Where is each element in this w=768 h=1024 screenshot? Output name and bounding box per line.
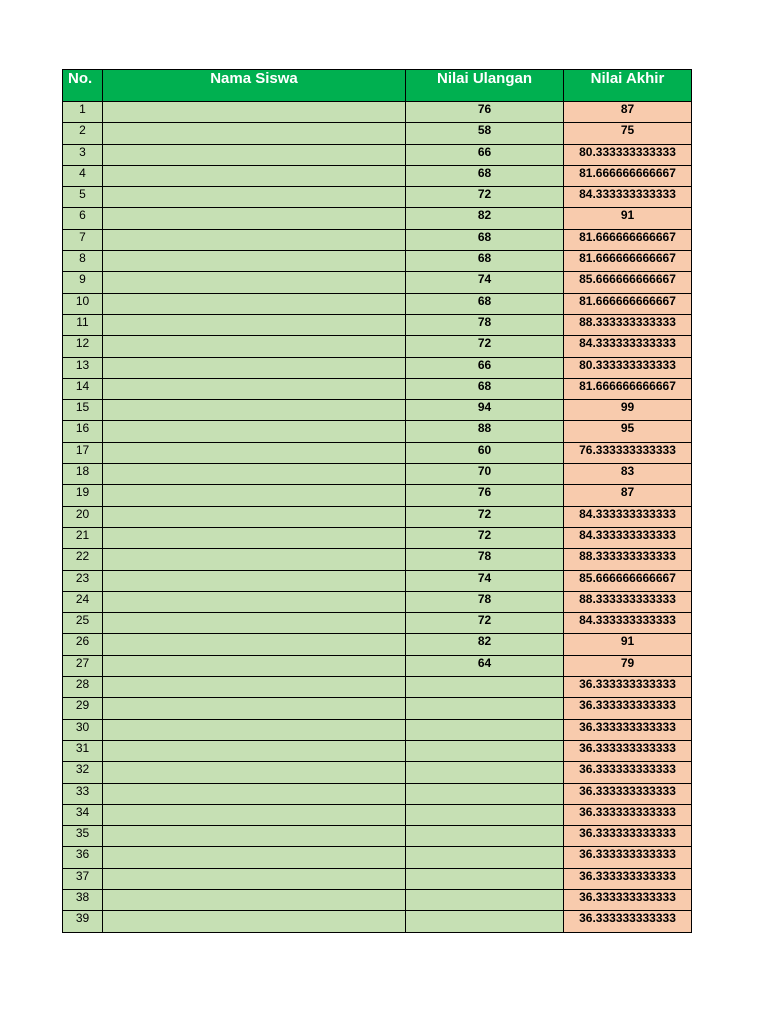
table-row (63, 527, 692, 548)
table-row (63, 847, 692, 868)
table-row (63, 123, 692, 144)
header-nilai-akhir: Nilai Akhir (564, 70, 692, 102)
cell-nama-siswa[interactable] (103, 336, 406, 357)
table-row (63, 613, 692, 634)
cell-no[interactable]: 21 (63, 527, 103, 548)
cell-nama-siswa[interactable] (103, 485, 406, 506)
table-body (63, 102, 692, 933)
cell-nilai-akhir[interactable]: 84.333333333333 (564, 336, 692, 357)
table-row (63, 634, 692, 655)
table-row (63, 911, 692, 932)
cell-nilai-ulangan[interactable]: 76 (406, 102, 564, 123)
cell-no[interactable]: 28 (63, 677, 103, 698)
cell-nilai-ulangan[interactable]: 88 (406, 421, 564, 442)
table-row (63, 378, 692, 399)
cell-nama-siswa[interactable] (103, 314, 406, 335)
table-row (63, 698, 692, 719)
header-nama-siswa: Nama Siswa (103, 70, 406, 102)
table-row (63, 421, 692, 442)
cell-nama-siswa[interactable] (103, 208, 406, 229)
cell-no[interactable]: 29 (63, 698, 103, 719)
cell-nilai-ulangan[interactable]: 72 (406, 527, 564, 548)
table-row (63, 762, 692, 783)
cell-nilai-akhir[interactable]: 36.333333333333 (564, 740, 692, 761)
cell-nilai-ulangan[interactable]: 74 (406, 272, 564, 293)
cell-nilai-ulangan[interactable]: 76 (406, 485, 564, 506)
table-row (63, 144, 692, 165)
cell-nilai-ulangan[interactable]: 68 (406, 251, 564, 272)
cell-nama-siswa[interactable] (103, 165, 406, 186)
table-row (63, 293, 692, 314)
cell-nilai-akhir[interactable]: 84.333333333333 (564, 613, 692, 634)
cell-no[interactable]: 30 (63, 719, 103, 740)
cell-no[interactable]: 38 (63, 889, 103, 910)
cell-nama-siswa[interactable] (103, 272, 406, 293)
cell-nilai-ulangan[interactable] (406, 762, 564, 783)
cell-no[interactable]: 17 (63, 442, 103, 463)
cell-nama-siswa[interactable] (103, 400, 406, 421)
grade-table (62, 69, 692, 933)
cell-nilai-akhir[interactable]: 88.333333333333 (564, 549, 692, 570)
cell-nilai-akhir[interactable]: 85.666666666667 (564, 570, 692, 591)
table-row (63, 783, 692, 804)
table-row (63, 229, 692, 250)
cell-nilai-akhir[interactable]: 36.333333333333 (564, 868, 692, 889)
cell-nilai-akhir[interactable]: 81.666666666667 (564, 251, 692, 272)
cell-nama-siswa[interactable] (103, 804, 406, 825)
table-row (63, 187, 692, 208)
cell-nilai-ulangan[interactable]: 78 (406, 549, 564, 570)
cell-no[interactable]: 25 (63, 613, 103, 634)
cell-nilai-akhir[interactable]: 36.333333333333 (564, 783, 692, 804)
cell-no[interactable]: 10 (63, 293, 103, 314)
table-row (63, 165, 692, 186)
table-row (63, 251, 692, 272)
cell-nama-siswa[interactable] (103, 591, 406, 612)
cell-nilai-akhir[interactable]: 36.333333333333 (564, 847, 692, 868)
cell-nilai-akhir[interactable]: 87 (564, 102, 692, 123)
cell-no[interactable]: 20 (63, 506, 103, 527)
cell-nama-siswa[interactable] (103, 464, 406, 485)
cell-no[interactable]: 11 (63, 314, 103, 335)
table-row (63, 549, 692, 570)
cell-nilai-ulangan[interactable]: 72 (406, 506, 564, 527)
cell-nilai-ulangan[interactable]: 78 (406, 591, 564, 612)
cell-nilai-ulangan[interactable] (406, 889, 564, 910)
cell-nilai-ulangan[interactable] (406, 719, 564, 740)
cell-nilai-akhir[interactable]: 87 (564, 485, 692, 506)
cell-nilai-ulangan[interactable]: 68 (406, 378, 564, 399)
cell-nama-siswa[interactable] (103, 570, 406, 591)
cell-nilai-akhir[interactable]: 36.333333333333 (564, 911, 692, 932)
cell-no[interactable]: 33 (63, 783, 103, 804)
cell-nilai-akhir[interactable]: 83 (564, 464, 692, 485)
cell-nilai-ulangan[interactable]: 66 (406, 144, 564, 165)
table-header (63, 70, 692, 102)
cell-no[interactable]: 9 (63, 272, 103, 293)
table-row (63, 570, 692, 591)
cell-nama-siswa[interactable] (103, 549, 406, 570)
cell-nilai-akhir[interactable]: 80.333333333333 (564, 144, 692, 165)
cell-nilai-ulangan[interactable]: 72 (406, 613, 564, 634)
cell-nilai-akhir[interactable]: 84.333333333333 (564, 527, 692, 548)
cell-nama-siswa[interactable] (103, 442, 406, 463)
cell-no[interactable]: 7 (63, 229, 103, 250)
cell-nama-siswa[interactable] (103, 251, 406, 272)
cell-no[interactable]: 6 (63, 208, 103, 229)
header-row (63, 70, 692, 102)
cell-no[interactable]: 39 (63, 911, 103, 932)
cell-no[interactable]: 5 (63, 187, 103, 208)
cell-nama-siswa[interactable] (103, 783, 406, 804)
cell-nilai-akhir[interactable]: 80.333333333333 (564, 357, 692, 378)
cell-nilai-akhir[interactable]: 36.333333333333 (564, 804, 692, 825)
table-row (63, 400, 692, 421)
cell-nama-siswa[interactable] (103, 187, 406, 208)
cell-nilai-akhir[interactable]: 81.666666666667 (564, 293, 692, 314)
cell-no[interactable]: 32 (63, 762, 103, 783)
cell-nilai-ulangan[interactable]: 58 (406, 123, 564, 144)
cell-nilai-ulangan[interactable]: 68 (406, 229, 564, 250)
cell-nama-siswa[interactable] (103, 144, 406, 165)
cell-nilai-akhir[interactable]: 84.333333333333 (564, 187, 692, 208)
cell-nilai-akhir[interactable]: 36.333333333333 (564, 826, 692, 847)
cell-no[interactable]: 15 (63, 400, 103, 421)
cell-no[interactable]: 14 (63, 378, 103, 399)
cell-nilai-akhir[interactable]: 91 (564, 634, 692, 655)
cell-nilai-akhir[interactable]: 91 (564, 208, 692, 229)
cell-no[interactable]: 31 (63, 740, 103, 761)
cell-nilai-ulangan[interactable]: 68 (406, 165, 564, 186)
table-row (63, 485, 692, 506)
table-row (63, 208, 692, 229)
table-row (63, 868, 692, 889)
cell-nama-siswa[interactable] (103, 421, 406, 442)
cell-nama-siswa[interactable] (103, 868, 406, 889)
cell-nilai-akhir[interactable]: 75 (564, 123, 692, 144)
cell-nama-siswa[interactable] (103, 719, 406, 740)
table-row (63, 464, 692, 485)
cell-nilai-ulangan[interactable]: 94 (406, 400, 564, 421)
cell-no[interactable]: 1 (63, 102, 103, 123)
cell-nilai-akhir[interactable]: 95 (564, 421, 692, 442)
cell-nilai-ulangan[interactable] (406, 698, 564, 719)
table-row (63, 740, 692, 761)
cell-nilai-ulangan[interactable]: 74 (406, 570, 564, 591)
cell-nama-siswa[interactable] (103, 378, 406, 399)
cell-nilai-ulangan[interactable] (406, 911, 564, 932)
table-row (63, 102, 692, 123)
cell-nama-siswa[interactable] (103, 123, 406, 144)
cell-nilai-ulangan[interactable]: 66 (406, 357, 564, 378)
cell-nilai-akhir[interactable]: 84.333333333333 (564, 506, 692, 527)
cell-nama-siswa[interactable] (103, 293, 406, 314)
cell-nilai-ulangan[interactable] (406, 826, 564, 847)
cell-nilai-akhir[interactable]: 79 (564, 655, 692, 676)
cell-nilai-ulangan[interactable]: 82 (406, 208, 564, 229)
cell-no[interactable]: 27 (63, 655, 103, 676)
cell-no[interactable]: 34 (63, 804, 103, 825)
cell-nilai-ulangan[interactable] (406, 740, 564, 761)
cell-no[interactable]: 12 (63, 336, 103, 357)
table-row (63, 826, 692, 847)
cell-nilai-ulangan[interactable]: 78 (406, 314, 564, 335)
cell-nilai-ulangan[interactable]: 72 (406, 187, 564, 208)
cell-nama-siswa[interactable] (103, 613, 406, 634)
table-row (63, 272, 692, 293)
cell-nilai-akhir[interactable]: 36.333333333333 (564, 889, 692, 910)
cell-nilai-akhir[interactable]: 81.666666666667 (564, 229, 692, 250)
table-row (63, 719, 692, 740)
cell-no[interactable]: 2 (63, 123, 103, 144)
table-row (63, 336, 692, 357)
cell-nama-siswa[interactable] (103, 911, 406, 932)
cell-nilai-akhir[interactable]: 36.333333333333 (564, 677, 692, 698)
cell-no[interactable]: 26 (63, 634, 103, 655)
cell-nilai-ulangan[interactable] (406, 847, 564, 868)
cell-nama-siswa[interactable] (103, 762, 406, 783)
cell-nilai-akhir[interactable]: 36.333333333333 (564, 719, 692, 740)
cell-no[interactable]: 18 (63, 464, 103, 485)
cell-nilai-akhir[interactable]: 85.666666666667 (564, 272, 692, 293)
cell-nilai-ulangan[interactable] (406, 677, 564, 698)
header-no: No. (63, 70, 103, 102)
cell-no[interactable]: 23 (63, 570, 103, 591)
cell-nilai-ulangan[interactable]: 64 (406, 655, 564, 676)
cell-nilai-akhir[interactable]: 88.333333333333 (564, 591, 692, 612)
cell-no[interactable]: 37 (63, 868, 103, 889)
table-row (63, 357, 692, 378)
cell-no[interactable]: 16 (63, 421, 103, 442)
cell-nama-siswa[interactable] (103, 229, 406, 250)
cell-nilai-akhir[interactable]: 36.333333333333 (564, 762, 692, 783)
cell-nilai-ulangan[interactable]: 70 (406, 464, 564, 485)
table-row (63, 591, 692, 612)
cell-nilai-ulangan[interactable]: 60 (406, 442, 564, 463)
cell-no[interactable]: 19 (63, 485, 103, 506)
table-row (63, 889, 692, 910)
cell-nilai-ulangan[interactable]: 82 (406, 634, 564, 655)
cell-nilai-akhir[interactable]: 81.666666666667 (564, 165, 692, 186)
cell-nama-siswa[interactable] (103, 102, 406, 123)
cell-no[interactable]: 24 (63, 591, 103, 612)
cell-no[interactable]: 22 (63, 549, 103, 570)
cell-nama-siswa[interactable] (103, 740, 406, 761)
cell-nama-siswa[interactable] (103, 826, 406, 847)
table-row (63, 655, 692, 676)
cell-nilai-ulangan[interactable]: 68 (406, 293, 564, 314)
table-row (63, 442, 692, 463)
cell-no[interactable]: 4 (63, 165, 103, 186)
cell-nilai-akhir[interactable]: 81.666666666667 (564, 378, 692, 399)
cell-nilai-akhir[interactable]: 88.333333333333 (564, 314, 692, 335)
cell-no[interactable]: 8 (63, 251, 103, 272)
cell-nama-siswa[interactable] (103, 655, 406, 676)
cell-nilai-ulangan[interactable] (406, 783, 564, 804)
table-row (63, 677, 692, 698)
cell-nama-siswa[interactable] (103, 698, 406, 719)
cell-nilai-ulangan[interactable] (406, 804, 564, 825)
cell-no[interactable]: 3 (63, 144, 103, 165)
table-row (63, 314, 692, 335)
cell-nama-siswa[interactable] (103, 889, 406, 910)
cell-nilai-akhir[interactable]: 99 (564, 400, 692, 421)
cell-nama-siswa[interactable] (103, 847, 406, 868)
table-row (63, 804, 692, 825)
cell-nama-siswa[interactable] (103, 506, 406, 527)
cell-nilai-akhir[interactable]: 76.333333333333 (564, 442, 692, 463)
cell-nama-siswa[interactable] (103, 527, 406, 548)
cell-nilai-ulangan[interactable]: 72 (406, 336, 564, 357)
table-row (63, 506, 692, 527)
cell-nilai-ulangan[interactable] (406, 868, 564, 889)
cell-no[interactable]: 13 (63, 357, 103, 378)
cell-nilai-akhir[interactable]: 36.333333333333 (564, 698, 692, 719)
cell-nama-siswa[interactable] (103, 357, 406, 378)
header-nilai-ulangan: Nilai Ulangan (406, 70, 564, 102)
cell-no[interactable]: 35 (63, 826, 103, 847)
cell-nama-siswa[interactable] (103, 677, 406, 698)
cell-nama-siswa[interactable] (103, 634, 406, 655)
cell-no[interactable]: 36 (63, 847, 103, 868)
